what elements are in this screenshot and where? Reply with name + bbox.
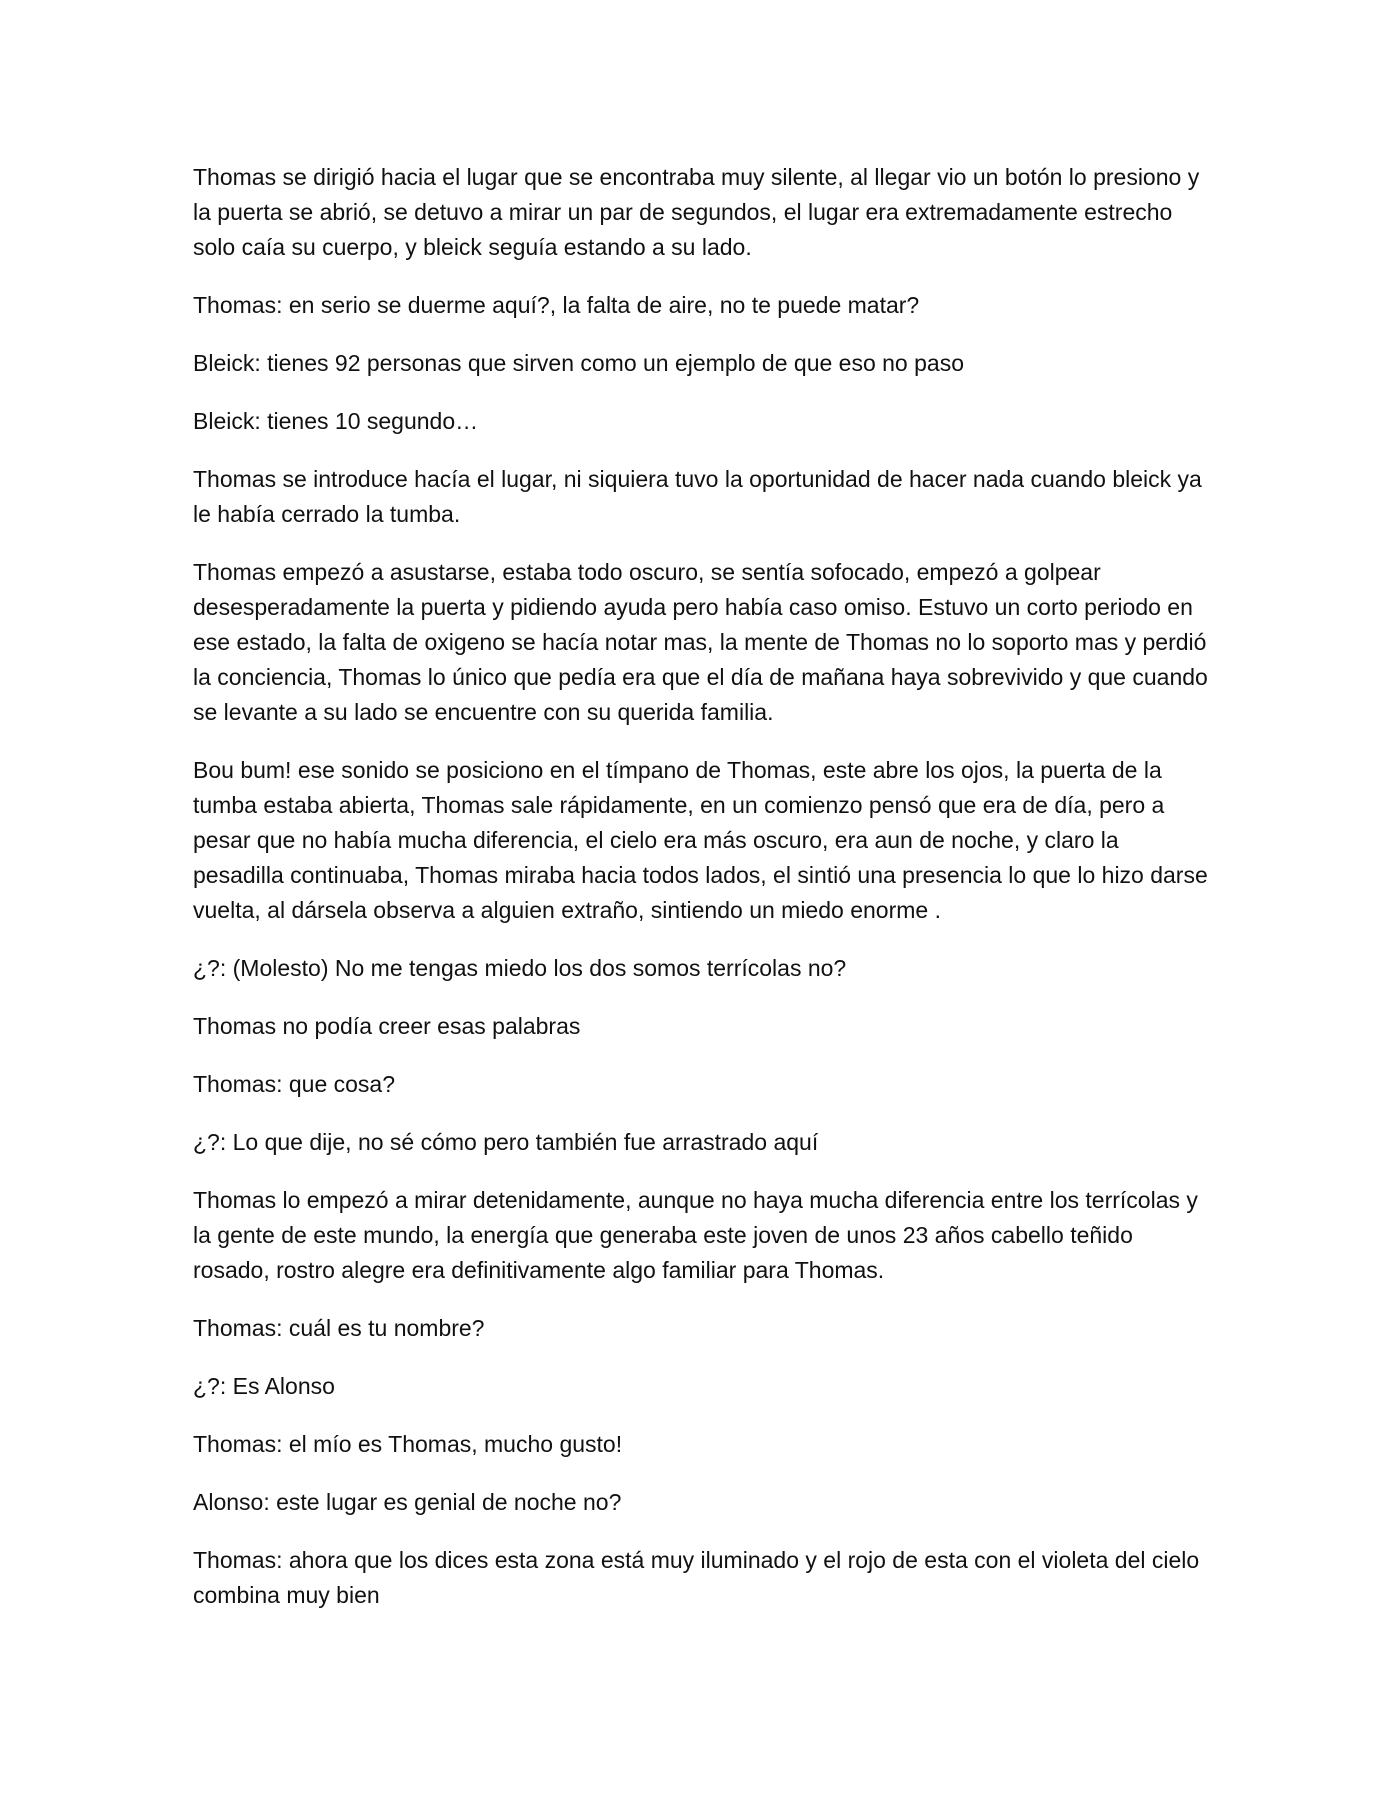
paragraph-16: Alonso: este lugar es genial de noche no? — [193, 1489, 622, 1515]
paragraph-7: Bou bum! ese sonido se posiciono en el tímpano de Thomas, este abre los ojos, la puerta de la tumba estaba abierta, Thomas sale rápidamente, en un comienzo pensó que era de día, pero a pesar que no había mucha diferencia, el cielo era más oscuro, era aun de noche, y claro la pesadilla continuaba, Thomas miraba hacia todos lados, el sintió una presencia lo que lo hizo darse vuelta, al dársela observa a alguien extraño, sintiendo un miedo enorme . — [193, 757, 1208, 923]
paragraph-13: Thomas: cuál es tu nombre? — [193, 1315, 485, 1341]
paragraph-14: ¿?: Es Alonso — [193, 1373, 335, 1399]
document-body — [193, 160, 1213, 1636]
paragraph-9: Thomas no podía creer esas palabras — [193, 1013, 581, 1039]
paragraph-5: Thomas se introduce hacía el lugar, ni siquiera tuvo la oportunidad de hacer nada cuando bleick ya le había cerrado la tumba. — [193, 466, 1202, 527]
paragraph-15: Thomas: el mío es Thomas, mucho gusto! — [193, 1431, 623, 1457]
paragraph-8: ¿?: (Molesto) No me tengas miedo los dos somos terrícolas no? — [193, 955, 847, 981]
paragraph-2: Thomas: en serio se duerme aquí?, la falta de aire, no te puede matar? — [193, 292, 920, 318]
paragraph-1: Thomas se dirigió hacia el lugar que se encontraba muy silente, al llegar vio un botón lo presiono y la puerta se abrió, se detuvo a mirar un par de segundos, el lugar era extremadamente estrecho solo caía su cuerpo, y bleick seguía estando a su lado. — [193, 164, 1200, 260]
paragraph-3: Bleick: tienes 92 personas que sirven como un ejemplo de que eso no paso — [193, 350, 964, 376]
paragraph-4: Bleick: tienes 10 segundo… — [193, 408, 479, 434]
paragraph-10: Thomas: que cosa? — [193, 1071, 396, 1097]
paragraph-12: Thomas lo empezó a mirar detenidamente, aunque no haya mucha diferencia entre los terrícolas y la gente de este mundo, la energía que generaba este joven de unos 23 años cabello teñido rosado, rostro alegre era definitivamente algo familiar para Thomas. — [193, 1187, 1198, 1283]
paragraph-17: Thomas: ahora que los dices esta zona está muy iluminado y el rojo de esta con el violeta del cielo combina muy bien — [193, 1547, 1200, 1608]
paragraph-6: Thomas empezó a asustarse, estaba todo oscuro, se sentía sofocado, empezó a golpear desesperadamente la puerta y pidiendo ayuda pero había caso omiso. Estuvo un corto periodo en ese estado, la falta de oxigeno se hacía notar mas, la mente de Thomas no lo soporto mas y perdió la conciencia, Thomas lo único que pedía era que el día de mañana haya sobrevivido y que cuando se levante a su lado se encuentre con su querida familia. — [193, 559, 1208, 725]
paragraph-11: ¿?: Lo que dije, no sé cómo pero también fue arrastrado aquí — [193, 1129, 819, 1155]
